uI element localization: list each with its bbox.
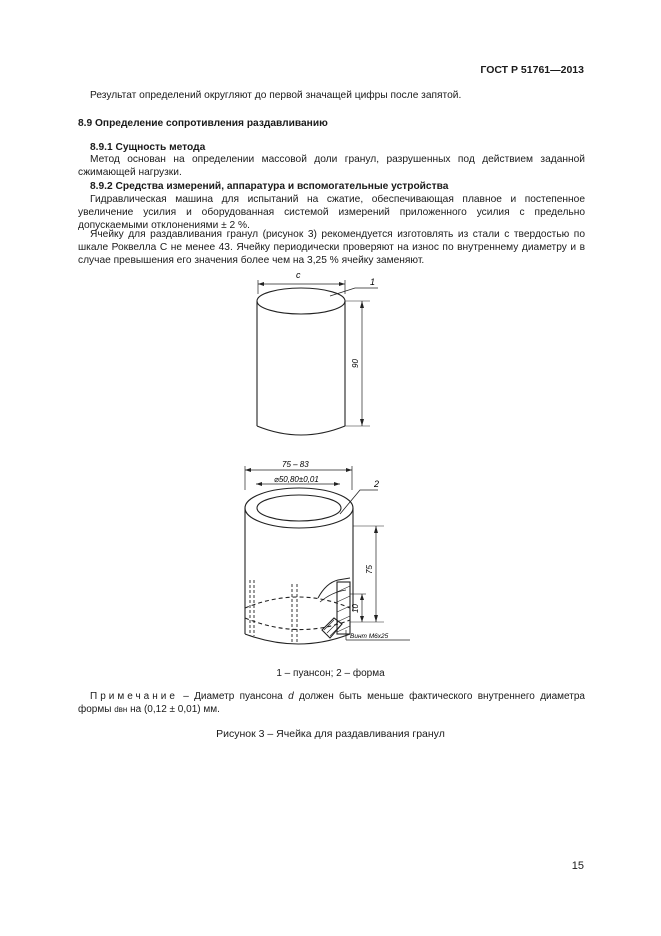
- form-height-dimension: 75: [365, 565, 374, 574]
- punch-height-dimension: 90: [351, 359, 360, 368]
- note-var-d: d: [288, 691, 294, 702]
- subsection-heading-8-9-1: 8.9.1 Сущность метода: [90, 142, 206, 153]
- punch-dimension-label: c: [296, 270, 301, 280]
- page-number: 15: [571, 860, 584, 872]
- cell-paragraph: Ячейку для раздавливания гранул (рисунок 3) рекомендуется изготовлять из стали с твердостью по шкале Роквелла С не менее 43. Ячейку периодически проверяют на износ по внутреннему диаметру и в случае превышения его значения более чем на 3,25 % ячейку заменяют.: [78, 229, 585, 267]
- document-header: ГОСТ Р 51761—2013: [480, 64, 584, 76]
- figure-note: Примечание – Диаметр пуансона d должен быть меньше фактического внутреннего диаметра формы dвн на (0,12 ± 0,01) мм.: [78, 691, 585, 715]
- subsection-heading-8-9-2: 8.9.2 Средства измерений, аппаратура и вспомогательные устройства: [90, 181, 449, 192]
- figure-caption: 1 – пуансон; 2 – форма: [276, 668, 385, 679]
- form-inner-dimension: ⌀50,80±0,01: [274, 475, 319, 484]
- form-small-dimension: 10: [351, 604, 360, 613]
- crushing-cell-drawing: [200, 268, 440, 648]
- screw-label: Винт М6х25: [350, 633, 389, 640]
- form-drawing: [245, 466, 410, 644]
- section-heading-8-9: 8.9 Определение сопротивления раздавливанию: [78, 118, 328, 129]
- punch-leader-number: 1: [370, 277, 376, 287]
- note-label: Примечание: [90, 691, 178, 702]
- figure-title: Рисунок 3 – Ячейка для раздавливания гранул: [216, 728, 445, 740]
- equipment-paragraph: Гидравлическая машина для испытаний на сжатие, обеспечивающая плавное и постепенное увеличение усилия и оборудованная системой измерений приложенного усилия с предельно допускаемыми отклонениями ± 2 %.: [78, 194, 585, 232]
- form-outer-dimension: 75 – 83: [282, 460, 309, 469]
- form-leader-number: 2: [374, 479, 380, 489]
- method-paragraph: Метод основан на определении массовой доли гранул, разрушенных под действием заданной сжимающей нагрузки.: [78, 154, 585, 179]
- punch-drawing: [257, 280, 378, 435]
- rounding-paragraph: Результат определений округляют до первой значащей цифры после запятой.: [90, 90, 462, 101]
- form-hidden-bolts: [250, 580, 297, 642]
- note-var-dvn: dвн: [114, 705, 128, 714]
